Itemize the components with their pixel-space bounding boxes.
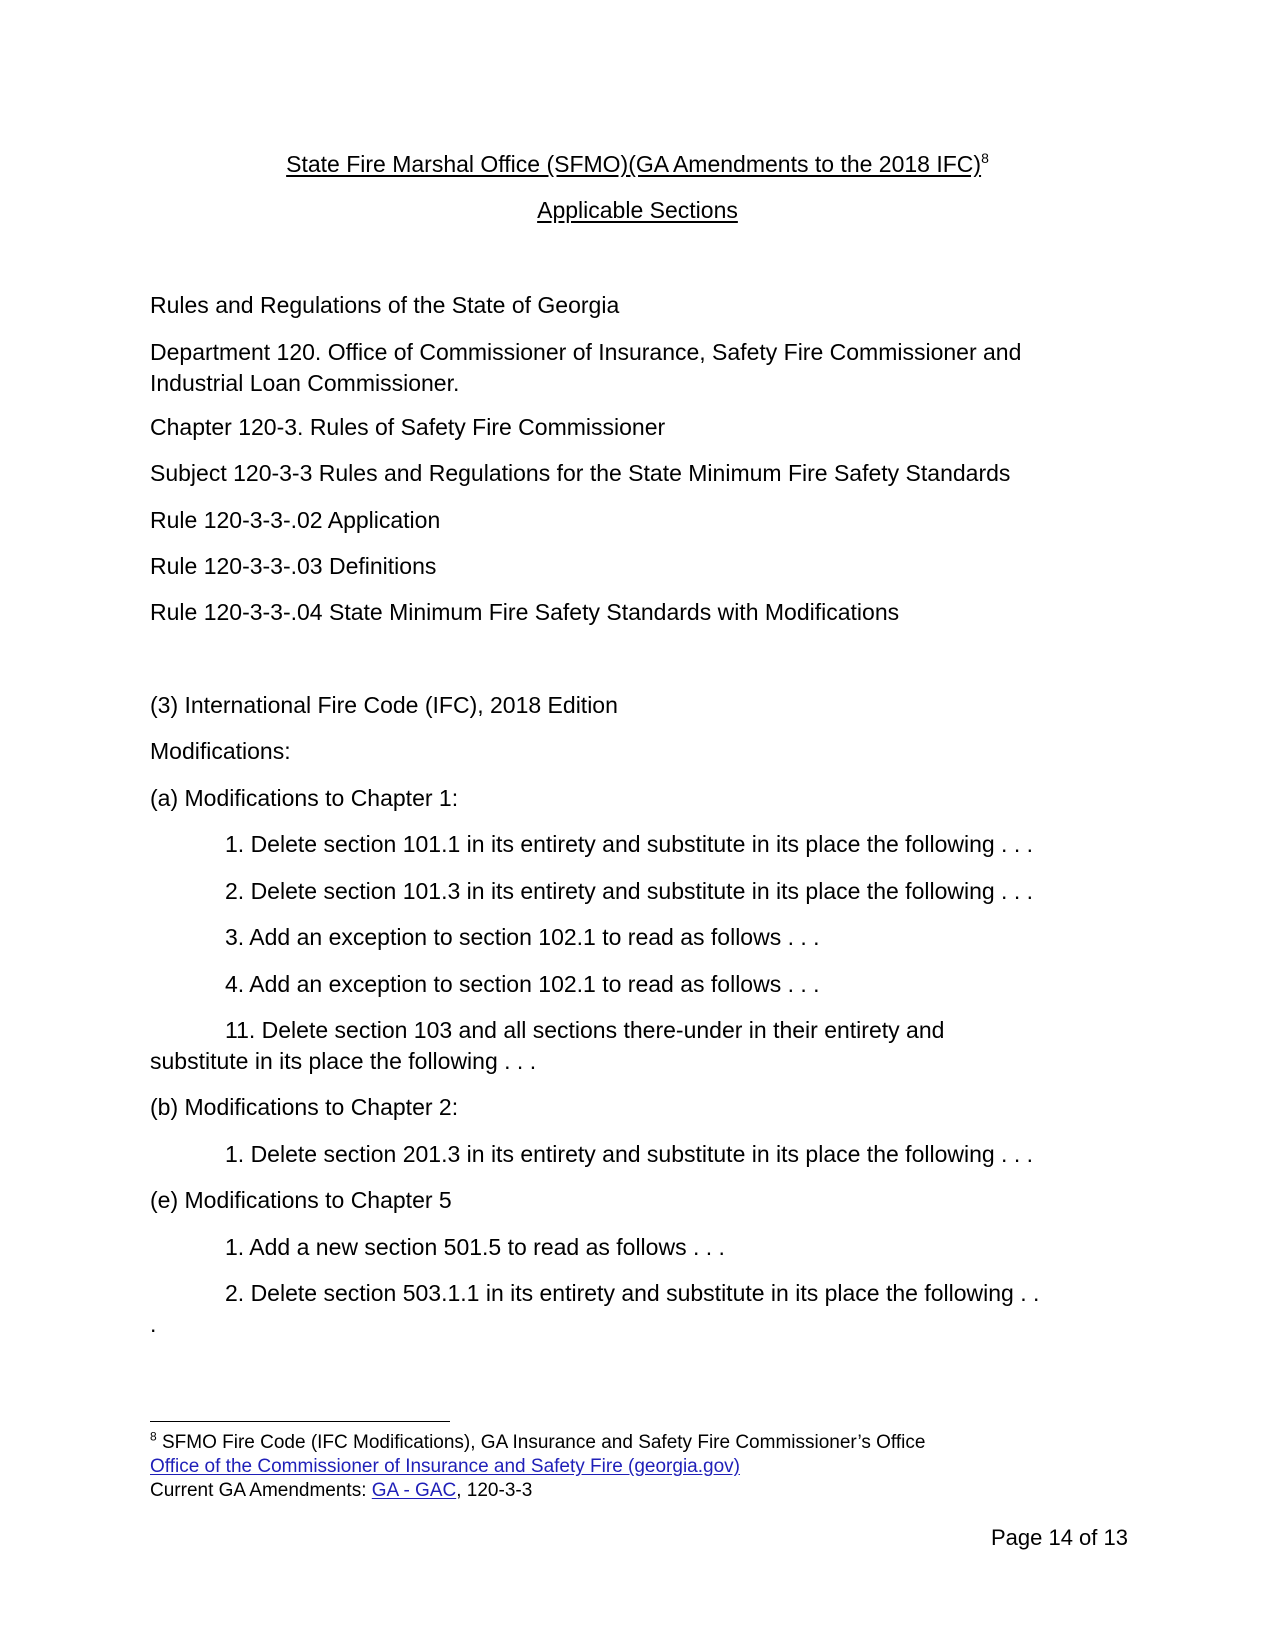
commissioner-office-link[interactable]: Office of the Commissioner of Insurance and Safety Fire (georgia.gov) [150,1456,740,1477]
chapter5-heading: (e) Modifications to Chapter 5 [150,1187,452,1213]
footnote-line2 [150,1455,1130,1479]
footnote-line1 [150,1431,1130,1455]
chapter1-item: 1. Delete section 101.1 in its entirety and substitute in its place the following . . . [225,831,1034,857]
footnote-text: SFMO Fire Code (IFC Modifications), GA Insurance and Safety Fire Commissioner’s Office [156,1432,926,1453]
rule-standards: Rule 120-3-3-.04 State Minimum Fire Safety Standards with Modifications [150,599,900,625]
page-title-text: State Fire Marshal Office (SFMO)(GA Amendments to the 2018 IFC) [286,151,982,177]
footnote-line3 [150,1479,1130,1503]
rule-definitions: Rule 120-3-3-.03 Definitions [150,553,437,579]
amendments-suffix: , 120-3-3 [456,1480,533,1501]
chapter5-item2-overflow: . [150,1311,157,1337]
subject-line: Subject 120-3-3 Rules and Regulations for the State Minimum Fire Safety Standards [150,460,1011,486]
chapter1-item: 2. Delete section 101.3 in its entirety and substitute in its place the following . . . [225,878,1034,904]
page-subtitle-text: Applicable Sections [537,197,738,223]
page-subtitle [0,196,1275,224]
chapter1-item11-line2: substitute in its place the following . . . [150,1048,537,1074]
amendments-label: Current GA Amendments: [150,1480,372,1501]
page-number: Page 14 of 13 [990,1525,1128,1550]
chapter2-heading: (b) Modifications to Chapter 2: [150,1094,459,1120]
page-title: State Fire Marshal Office (SFMO)(GA Amendments to the 2018 IFC)$^8$ [286,150,989,177]
chapter1-item: 4. Add an exception to section 102.1 to read as follows . . . [225,971,820,997]
chapter1-heading: (a) Modifications to Chapter 1: [150,785,459,811]
code-title: (3) International Fire Code (IFC), 2018 Edition [150,692,618,718]
rules-title: Rules and Regulations of the State of Georgia [150,292,620,318]
chapter5-item: 2. Delete section 503.1.1 in its entirety and substitute in its place the following . . [225,1280,1040,1306]
ga-gac-link[interactable]: GA - GAC [371,1480,457,1501]
footnote-marker: 8 [150,1429,157,1444]
rule-application: Rule 120-3-3-.02 Application [150,507,441,533]
department-line: Department 120. Office of Commissioner of Insurance, Safety Fire Commissioner and Industrial Loan Commissioner. [150,339,1022,396]
chapter2-item: 1. Delete section 201.3 in its entirety and substitute in its place the following . . . [225,1141,1034,1167]
footnote-divider [150,1421,450,1422]
chapter1-item: 3. Add an exception to section 102.1 to read as follows . . . [225,924,820,950]
chapter1-item11-line1: 11. Delete section 103 and all sections there-under in their entirety and [225,1017,945,1043]
modifications-label: Modifications: [150,738,291,764]
chapter-line: Chapter 120-3. Rules of Safety Fire Commissioner [150,414,666,440]
chapter5-item: 1. Add a new section 501.5 to read as follows . . . [225,1234,725,1260]
